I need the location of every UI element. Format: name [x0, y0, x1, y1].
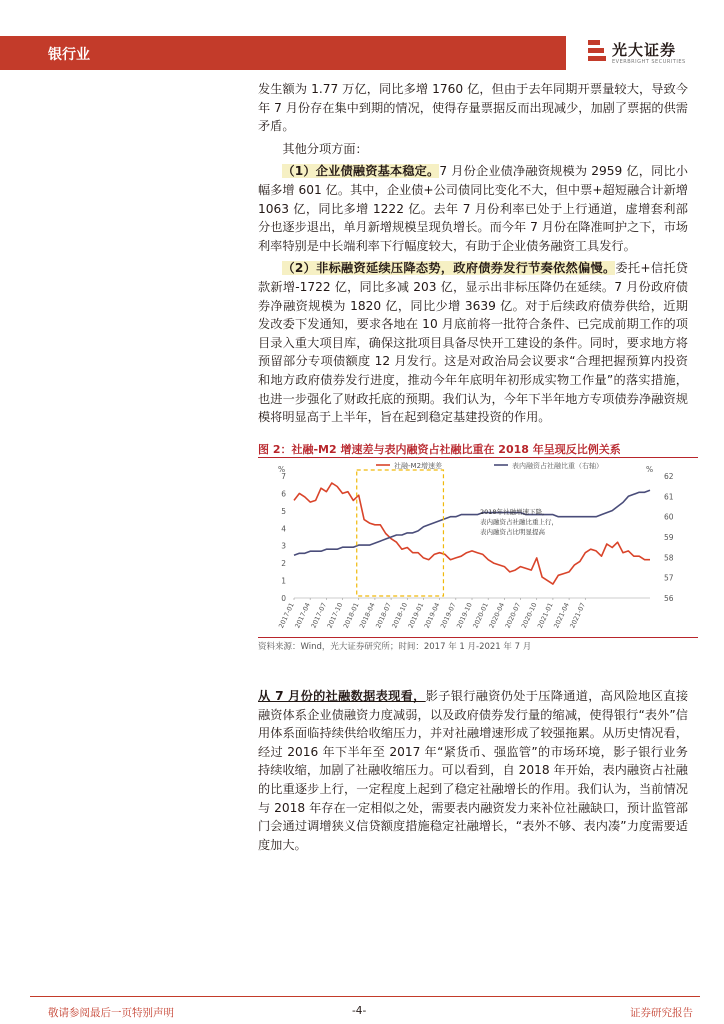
y-left-tick-label: 1	[281, 576, 286, 586]
x-tick-label: 2018-04	[357, 601, 377, 630]
y-right-tick-label: 57	[664, 573, 674, 583]
x-tick-label: 2018-10	[390, 601, 410, 630]
x-tick-label: 2020-04	[487, 601, 507, 630]
x-tick-label: 2019-04	[422, 601, 442, 630]
y-left-tick-label: 0	[281, 594, 286, 603]
section-label: 银行业	[48, 47, 90, 63]
upper-body	[258, 80, 688, 427]
x-tick-label: 2018-07	[374, 601, 393, 630]
logo-subtext: EVERBRIGHT SECURITIES	[612, 59, 686, 65]
y-left-tick-label: 3	[281, 541, 286, 551]
paragraph-4	[258, 259, 688, 426]
annotation-text: 表内融资占比明显提高	[480, 528, 545, 536]
page-number: -4-	[352, 1005, 367, 1017]
brand-logo	[582, 36, 702, 70]
paragraph-5	[258, 687, 688, 854]
y-left-tick-label: 2	[281, 559, 286, 569]
figure-title: 图 2：社融-M2 增速差与表内融资占社融比重在 2018 年呈现反比例关系	[258, 443, 621, 456]
x-tick-label: 2020-10	[519, 601, 539, 630]
x-tick-label: 2017-10	[325, 601, 345, 630]
x-tick-label: 2018-01	[341, 601, 361, 630]
x-tick-label: 2019-01	[406, 601, 426, 630]
x-tick-label: 2021-04	[552, 601, 571, 630]
logo-text: 光大证券	[612, 41, 677, 59]
figure-bottom-rule	[258, 637, 698, 638]
annotation-text: 2018年社融增速下降，	[480, 508, 549, 516]
chart-axes	[277, 465, 674, 629]
chart-legend	[376, 462, 603, 470]
y-left-tick-label: 4	[281, 524, 286, 534]
figure-source: 资料来源：Wind，光大证券研究所；时间：2017 年 1 月-2021 年 7 月	[258, 642, 532, 652]
x-tick-label: 2020-07	[503, 601, 523, 630]
x-tick-label: 2019-10	[455, 601, 474, 630]
y-left-unit: %	[278, 465, 286, 474]
paragraph-2: 其他分项方面：	[282, 141, 368, 156]
y-left-tick-label: 7	[281, 472, 286, 481]
figure-top-rule	[258, 457, 698, 458]
x-tick-label: 2019-07	[438, 601, 458, 630]
x-tick-label: 2017-04	[293, 601, 312, 630]
paragraph-3-label: （1）企业债融资基本稳定。	[282, 164, 440, 179]
highlight-box	[357, 470, 444, 596]
y-right-tick-label: 59	[664, 533, 674, 542]
y-right-tick-label: 61	[664, 492, 674, 502]
footer-rule	[30, 996, 700, 997]
legend-label: 社融-M2增速差	[394, 462, 443, 470]
paragraph-1: 发生额为 1.77 万亿，同比多增 1760 亿，但由于去年同期开票量较大，导致今年 7 月份存在集中到期的情况，使得存量票据反而出现减少，加剧了票据的供需矛盾。	[258, 82, 688, 134]
legend-label: 表内融资占社融比重（右轴）	[512, 462, 603, 470]
x-tick-label: 2020-01	[471, 601, 490, 630]
chart-annotation	[357, 470, 558, 596]
y-right-tick-label: 58	[664, 553, 674, 563]
annotation-text: 表内融资占社融比重上行，	[480, 518, 558, 526]
y-right-tick-label: 62	[664, 472, 674, 481]
paragraph-4-label: （2）非标融资延续压降态势，政府债券发行节奏依然偏慢。	[282, 261, 616, 276]
line-chart	[258, 462, 698, 638]
x-tick-label: 2017-07	[309, 601, 329, 630]
chart-series	[294, 483, 650, 584]
y-right-tick-label: 56	[664, 594, 674, 603]
paragraph-3	[258, 162, 688, 255]
series-line-share	[294, 490, 650, 555]
x-tick-label: 2017-01	[277, 601, 296, 630]
paragraph-4-text: 委托+信托贷款新增-1722 亿，同比多减 203 亿，显示出非标压降仍在延续。7 月份政府债券净融资规模为 1820 亿，同比少增 3639 亿。对于后续政府债券供给，近期发改委下发通知，要求各地在 10 月底前将一批符合条件、已完成前期工作的项目录入重大项目库，确保这批项目具备尽快开工建设的条件。同时，要求地方将预留部分专项债额度 12 月发行。这是对政治局会议要求“合理把握预算内投资和地方政府债券发行进度，推动今年年底明年初形成实物工作量”的落实措施，也进一步强化了财政托底的预期。我们认为，今年下半年地方专项债券净融资规模将明显高于上半年，旨在起到稳定基建投资的作用。	[258, 261, 688, 425]
lower-body	[258, 687, 688, 854]
footer-report-type: 证券研究报告	[630, 1007, 693, 1019]
y-right-unit: %	[646, 465, 654, 474]
paragraph-5-text: 影子银行融资仍处于压降通道，高风险地区直接融资体系企业债融资力度减弱，以及政府债券发行量的缩减，使得银行“表外”信用体系面临持续供给收缩压力，并对社融增速形成了较强拖累。从历史情况看，经过 2016 年下半年至 2017 年“紧货币、强监管”的市场环境，影子银行业务持续收缩，加剧了社融收缩压力。可以看到，自 2018 年开始，表内融资占社融的比重逐步上行，一定程度上起到了稳定社融增长的作用。我们认为，当前情况与 2018 年存在一定相似之处，需要表内融资发力来补位社融缺口，预计监管部门会通过调增狭义信贷额度措施稳定社融增长，“表外不够、表内凑”力度需要适度加大。	[258, 689, 689, 852]
x-tick-label: 2021-01	[535, 601, 555, 630]
y-left-tick-label: 5	[281, 506, 286, 516]
footer-disclaimer: 敬请参阅最后一页特别声明	[48, 1007, 174, 1019]
y-right-tick-label: 60	[664, 512, 674, 522]
x-tick-label: 2021-07	[568, 601, 588, 630]
series-line-spread	[294, 483, 650, 584]
logo-mark-icon	[588, 40, 606, 62]
paragraph-5-label: 从 7 月份的社融数据表现看，	[258, 689, 426, 703]
y-left-tick-label: 6	[281, 489, 286, 499]
paragraph-3-text: 7 月份企业债净融资规模为 2959 亿，同比小幅多增 601 亿。其中，企业债+公司债同比变化不大，但中票+超短融合计新增 1063 亿，同比多增 1222 亿。去年 7 月份利率已处于上行通道，虚增套利部分也逐步退出，单月新增规模呈现负增长。而今年 7 月份在降准呵护之下，市场利率特别是中长端利率下行幅度较大，有助于企业债务融资工具发行。	[258, 164, 688, 253]
